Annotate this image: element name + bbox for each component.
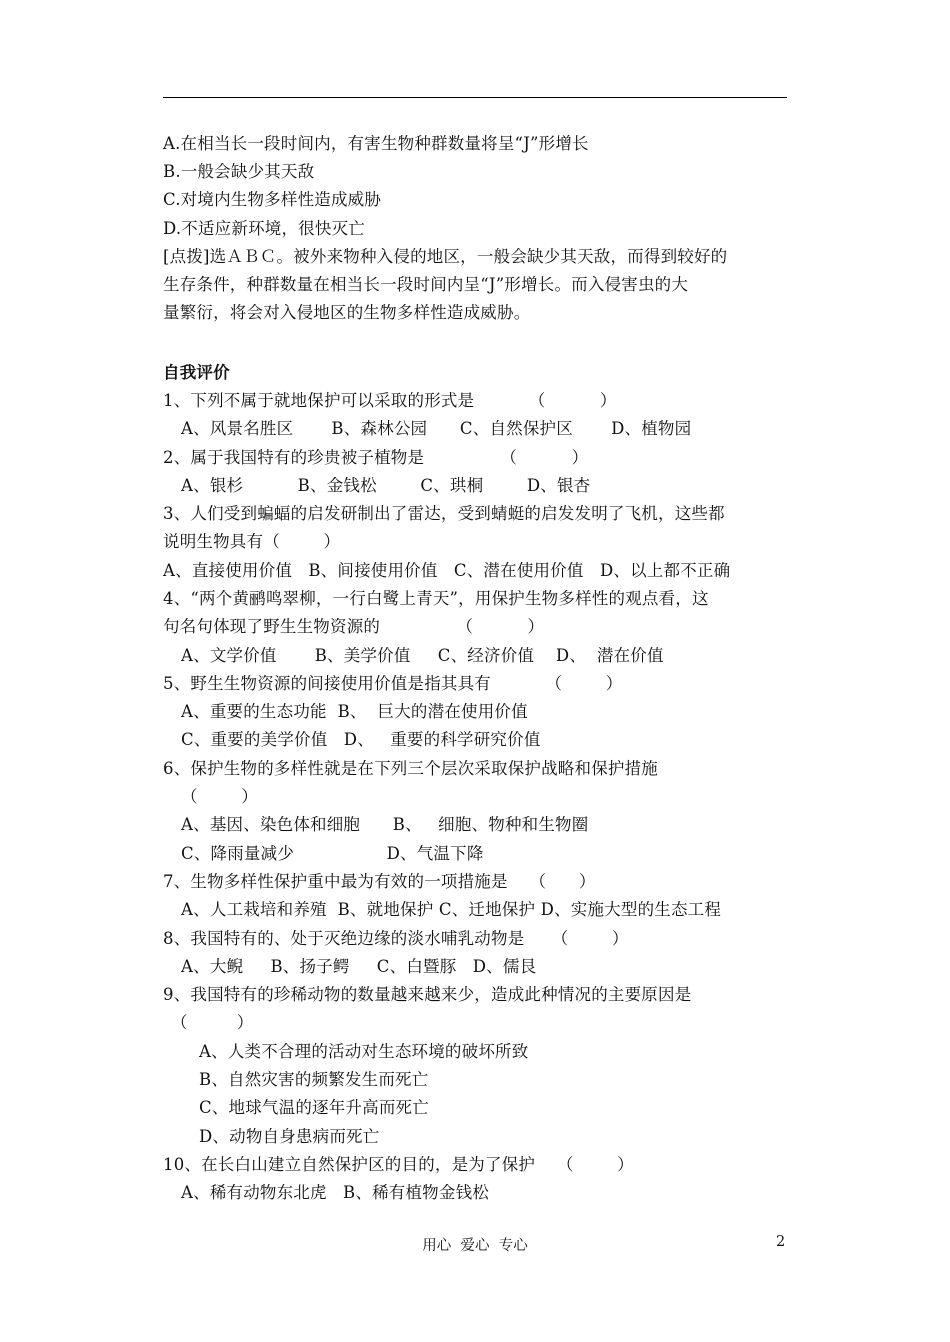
- text-line: C.对境内生物多样性造成威胁: [163, 190, 382, 209]
- text-line: 5、野生生物资源的间接使用价值是指其具有 （ ）: [163, 674, 623, 693]
- text-line: A、大鲵 B、扬子鳄 C、白暨豚 D、儒艮: [181, 957, 537, 976]
- text-line: A、人工栽培和养殖 B、就地保护 C、迁地保护 D、实施大型的生态工程: [181, 900, 722, 919]
- text-line: B、自然灾害的频繁发生而死亡: [199, 1070, 429, 1089]
- text-line: A、人类不合理的活动对生态环境的破坏所致: [199, 1042, 529, 1061]
- text-line: 9、我国特有的珍稀动物的数量越来越来少，造成此种情况的主要原因是: [163, 985, 692, 1004]
- text-line: A、基因、染色体和细胞 B、 细胞、物种和生物圈: [181, 815, 589, 834]
- text-line: 10、在长白山建立自然保护区的目的，是为了保护 （ ）: [163, 1155, 634, 1174]
- text-line: 7、生物多样性保护重中最为有效的一项措施是 （ ）: [163, 872, 596, 891]
- text-line: A.在相当长一段时间内，有害生物种群数量将呈“J”形增长: [163, 134, 589, 153]
- text-line: 6、保护生物的多样性就是在下列三个层次采取保护战略和保护措施: [163, 759, 658, 778]
- text-line: 量繁衍，将会对入侵地区的生物多样性造成威胁。: [163, 303, 531, 322]
- text-line: 生存条件，种群数量在相当长一段时间内呈“J”形增长。而入侵害虫的大: [163, 275, 689, 294]
- text-line: A、风景名胜区 B、森林公园 C、自然保护区 D、植物园: [181, 419, 692, 438]
- text-line: C、地球气温的逐年升高而死亡: [199, 1098, 429, 1117]
- text-line: [点拨]选ＡＢＣ。被外来物种入侵的地区，一般会缺少其天敌，而得到较好的: [163, 247, 728, 266]
- text-line: A、银杉 B、金钱松 C、珙桐 D、银杏: [181, 476, 591, 495]
- section-heading: 自我评价: [163, 363, 230, 382]
- text-line: 3、人们受到蝙蝠的启发研制出了雷达，受到蜻蜓的启发发明了飞机，这些都: [163, 504, 725, 523]
- text-line: D.不适应新环境，很快灭亡: [163, 219, 365, 238]
- text-line: C、降雨量减少 D、气温下降: [181, 844, 484, 863]
- text-line: A、稀有动物东北虎 B、稀有植物金钱松: [181, 1183, 489, 1202]
- text-line: 4、“两个黄鹂鸣翠柳，一行白鹭上青天”，用保护生物多样性的观点看，这: [163, 589, 709, 608]
- text-line: A、文学价值 B、美学价值 C、经济价值 D、 潜在价值: [181, 646, 664, 665]
- text-line: 1、下列不属于就地保护可以采取的形式是 （ ）: [163, 391, 617, 410]
- text-line: （ ）: [181, 787, 258, 806]
- text-line: （ ）: [171, 1013, 254, 1032]
- text-line: A、重要的生态功能 B、 巨大的潜在使用价值: [181, 702, 528, 721]
- page-number: 2: [776, 1234, 786, 1250]
- text-line: A、直接使用价值 B、间接使用价值 C、潜在使用价值 D、以上都不正确: [163, 561, 731, 580]
- text-line: 8、我国特有的、处于灭绝边缘的淡水哺乳动物是 （ ）: [163, 929, 629, 948]
- text-line: D、动物自身患病而死亡: [199, 1127, 380, 1146]
- text-line: 句名句体现了野生生物资源的 （ ）: [163, 617, 545, 636]
- text-line: B.一般会缺少其天敌: [163, 162, 315, 181]
- page-footer: 用心 爱心 专心: [422, 1238, 528, 1254]
- header-rule: [163, 97, 787, 98]
- text-line: C、重要的美学价值 D、 重要的科学研究价值: [181, 730, 541, 749]
- text-line: 2、属于我国特有的珍贵被子植物是 （ ）: [163, 448, 589, 467]
- text-line: 说明生物具有（ ）: [163, 532, 341, 551]
